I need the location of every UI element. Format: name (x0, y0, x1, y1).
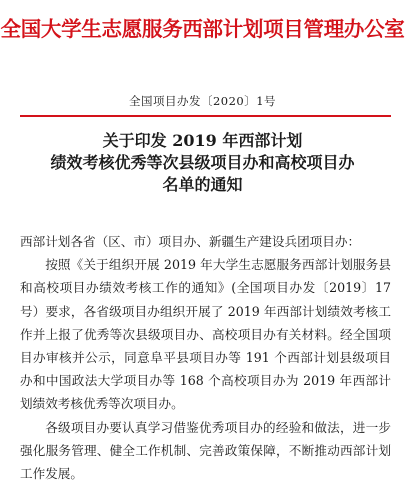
title-line-1: 关于印发 2019 年西部计划 (102, 131, 303, 150)
salutation: 西部计划各省（区、市）项目办、新疆生产建设兵团项目办： (20, 234, 361, 249)
red-divider-line (20, 115, 391, 117)
body-paragraph-1: 按照《关于组织开展 2019 年大学生志愿服务西部计划服务县和高校项目办绩效考核工作的通知》(全国项目办发〔2019〕17号）要求，各省级项目办组织开展了 2019 年西部计划绩效考核工作并上报了优秀等次县级项目办、高校项目办有关材料。经全国项目办审核并公示，同意阜平县项目办等 191 个西部计划县级项目办和中国政法大学项目办等 168 个高校项目办为 2019 年西部计划绩效考核优秀等次项目办。 (20, 257, 391, 412)
document-body (20, 230, 391, 485)
title-line-2: 绩效考核优秀等次县级项目办和高校项目办 (50, 153, 355, 172)
title-line-3: 名单的通知 (162, 175, 243, 194)
office-header: 全国大学生志愿服务西部计划项目管理办公室 (0, 17, 405, 41)
document-number: 全国项目办发〔2020〕1号 (128, 94, 277, 108)
document-title (0, 130, 405, 196)
body-paragraph-2: 各级项目办要认真学习借鉴优秀项目办的经验和做法，进一步强化服务管理、健全工作机制、完善政策保障，不断推动西部计划工作发展。 (20, 419, 391, 482)
